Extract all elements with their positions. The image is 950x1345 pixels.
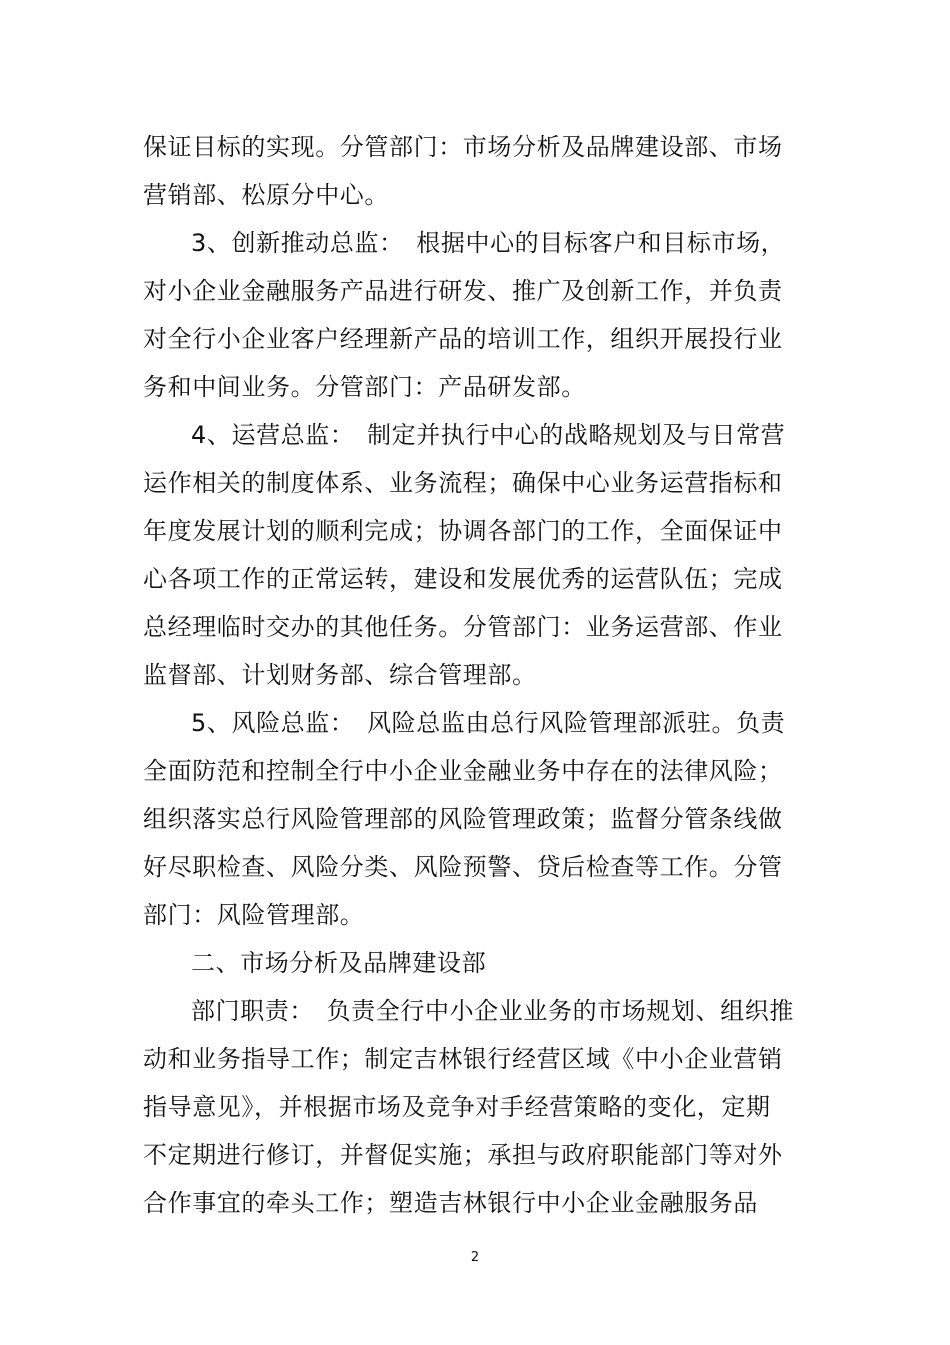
text-line: 指导意见》，并根据市场及竞争对手经营策略的变化，定期 — [143, 1093, 771, 1121]
text-line: 务和中间业务。分管部门：产品研发部。 — [143, 373, 586, 401]
text-line: 全面防范和控制全行中小企业金融业务中存在的法律风险； — [143, 757, 783, 785]
text-line: 动和业务指导工作；制定吉林银行经营区域《中小企业营销 — [143, 1045, 783, 1073]
page-number: 2 — [470, 1250, 480, 1265]
text-line: 好尽职检查、风险分类、风险预警、贷后检查等工作。分管 — [143, 853, 783, 881]
text-line: 总经理临时交办的其他任务。分管部门：业务运营部、作业 — [143, 613, 783, 641]
text-line: 部门：风险管理部。 — [143, 901, 365, 929]
text-line: 监督部、计划财务部、综合管理部。 — [143, 661, 537, 689]
text-line: 运作相关的制度体系、业务流程；确保中心业务运营指标和 — [143, 469, 783, 497]
text-line: 部门职责： 负责全行中小企业业务的市场规划、组织推 — [191, 997, 794, 1025]
text-line: 不定期进行修订，并督促实施；承担与政府职能部门等对外 — [143, 1141, 783, 1169]
text-line: 对小企业金融服务产品进行研发、推广及创新工作，并负责 — [143, 277, 783, 305]
text-line: 5、风险总监： 风险总监由总行风险管理部派驻。负责 — [191, 709, 786, 737]
text-line: 营销部、松原分中心。 — [143, 181, 389, 209]
text-line: 合作事宜的牵头工作；塑造吉林银行中小企业金融服务品 — [143, 1189, 758, 1217]
text-line: 3、创新推动总监： 根据中心的目标客户和目标市场， — [191, 229, 786, 257]
text-line: 保证目标的实现。分管部门：市场分析及品牌建设部、市场 — [143, 133, 783, 161]
section-heading: 二、市场分析及品牌建设部 — [191, 949, 487, 977]
text-line: 组织落实总行风险管理部的风险管理政策；监督分管条线做 — [143, 805, 783, 833]
text-line: 年度发展计划的顺利完成；协调各部门的工作，全面保证中 — [143, 517, 783, 545]
text-line: 4、运营总监： 制定并执行中心的战略规划及与日常营 — [191, 421, 786, 449]
text-line: 对全行小企业客户经理新产品的培训工作，组织开展投行业 — [143, 325, 783, 353]
text-line: 心各项工作的正常运转，建设和发展优秀的运营队伍；完成 — [143, 565, 783, 593]
